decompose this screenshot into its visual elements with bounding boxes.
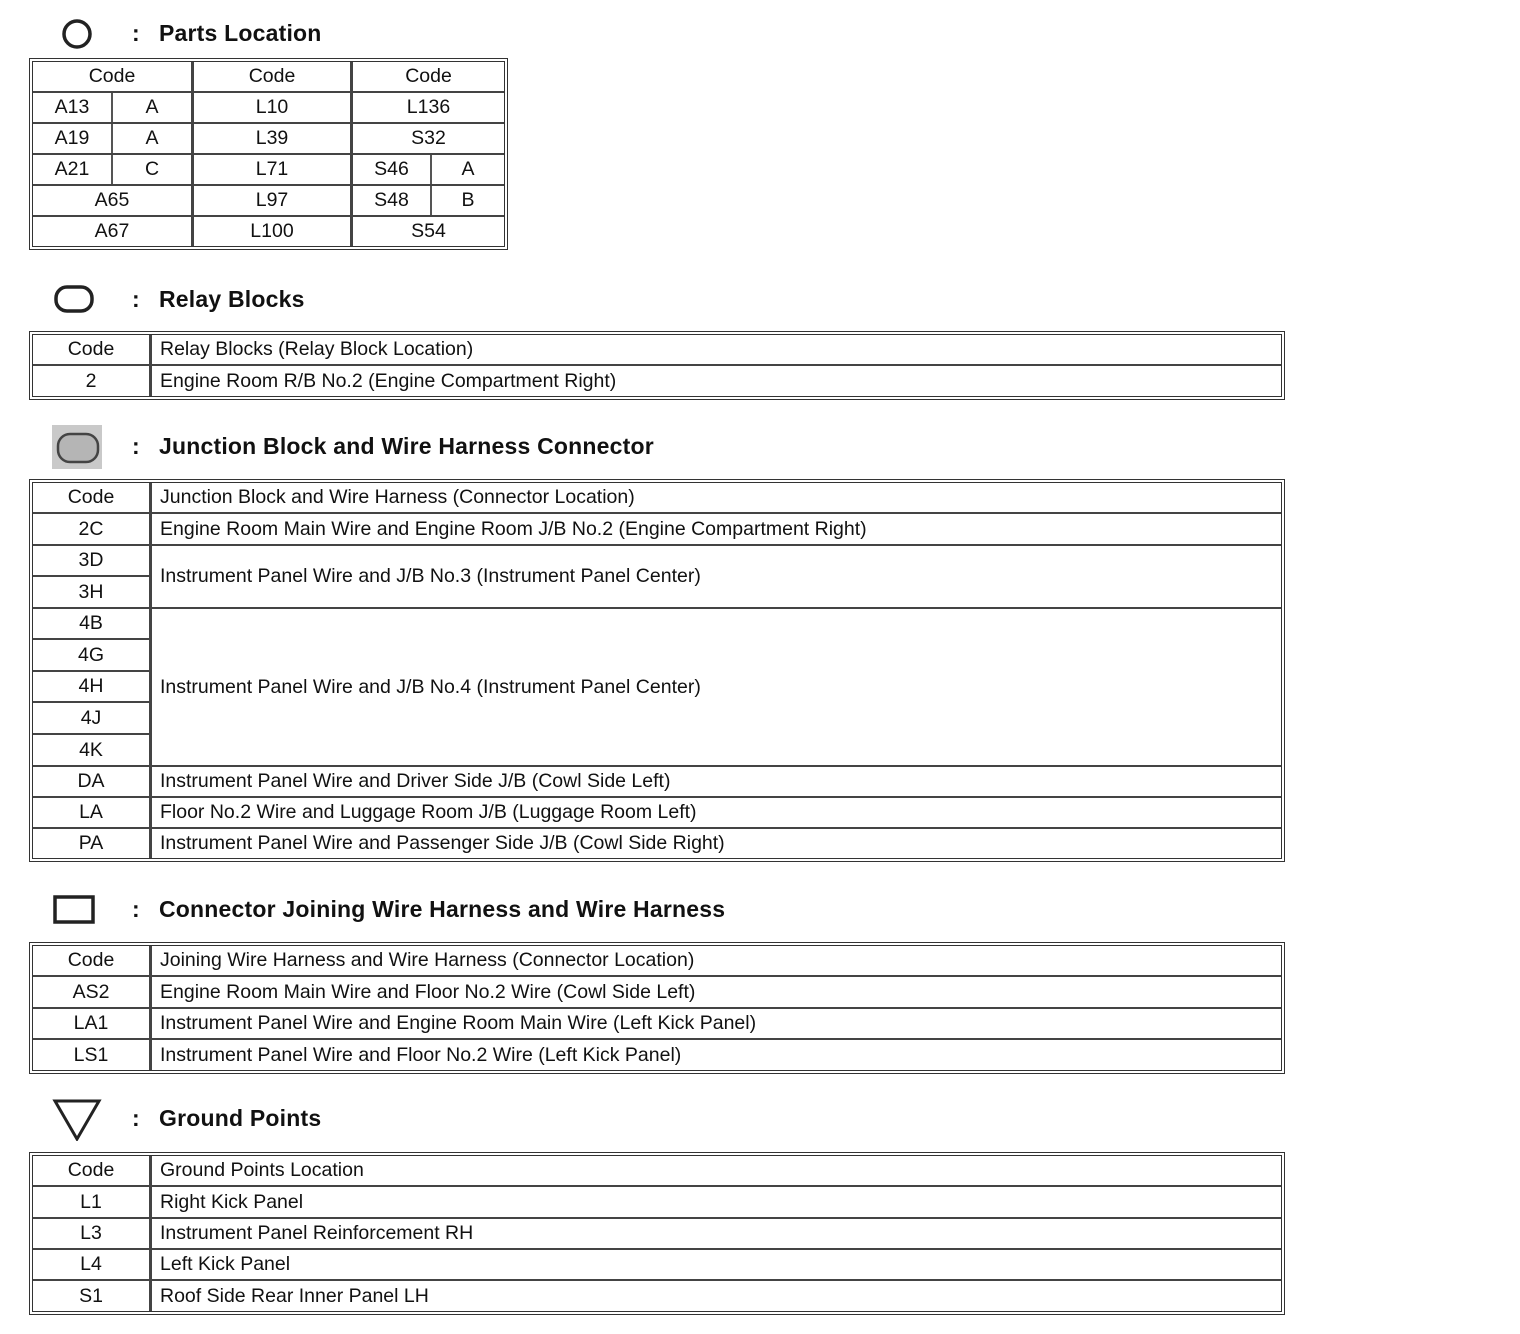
header-code: Code — [67, 949, 115, 971]
table-header-row — [33, 1156, 1281, 1187]
table-row-group — [33, 609, 1281, 767]
connector-table — [29, 942, 1285, 1074]
location-cell: Engine Room Main Wire and Floor No.2 Wire (Cowl Side Left) — [160, 980, 696, 1003]
table-row — [33, 1187, 1281, 1219]
section-title: Relay Blocks — [159, 286, 305, 312]
code-cell: A65 — [94, 189, 130, 211]
table-row — [33, 514, 1281, 546]
location-cell: Instrument Panel Reinforcement RH — [160, 1222, 474, 1244]
location-cell: Floor No.2 Wire and Luggage Room J/B (Luggage Room Left) — [160, 801, 697, 823]
code-cell: S46 — [374, 158, 409, 180]
table-row — [33, 798, 1281, 829]
rounded-rect-icon — [50, 278, 102, 322]
heading-colon: : — [132, 20, 140, 46]
table-row — [33, 93, 504, 124]
table-row — [33, 1040, 1281, 1070]
section-title: Parts Location — [159, 20, 322, 46]
header-code: Code — [405, 65, 452, 87]
code-cell: LS1 — [73, 1043, 109, 1066]
parts-location-table — [29, 58, 508, 250]
location-cell: Instrument Panel Wire and Floor No.2 Wire (Left Kick Panel) — [160, 1043, 682, 1066]
code-cell: L100 — [250, 220, 294, 242]
code-cell: 3D — [33, 546, 149, 577]
shaded-rounded-rect-icon — [50, 425, 102, 469]
circle-icon — [50, 12, 102, 56]
table-row — [33, 977, 1281, 1009]
header-code: Code — [67, 486, 115, 508]
code-cell: L1 — [80, 1190, 102, 1213]
header-location: Joining Wire Harness and Wire Harness (Connector Location) — [160, 949, 695, 971]
table-row — [33, 767, 1281, 798]
location-cell: Left Kick Panel — [160, 1253, 291, 1275]
header-location: Ground Points Location — [160, 1159, 364, 1181]
relay-blocks-heading — [50, 278, 950, 322]
code-cell: 4K — [79, 738, 103, 761]
location-cell: Engine Room R/B No.2 (Engine Compartment Right) — [160, 369, 617, 392]
location-cell: Right Kick Panel — [160, 1190, 304, 1213]
heading-colon: : — [132, 896, 140, 922]
location-letter: A — [145, 96, 159, 118]
table-header-row — [33, 483, 1281, 514]
code-cell: L10 — [255, 96, 289, 118]
code-cell: AS2 — [72, 980, 110, 1003]
junction-block-table — [29, 479, 1285, 862]
table-row — [33, 186, 504, 217]
junction-block-heading — [50, 425, 950, 469]
code-cell: 2C — [78, 517, 104, 540]
location-cell: Instrument Panel Wire and Engine Room Main Wire (Left Kick Panel) — [160, 1012, 757, 1034]
code-cell: 4J — [33, 703, 149, 735]
ground-points-heading — [50, 1097, 950, 1141]
code-cell: A19 — [54, 127, 90, 149]
location-cell: Roof Side Rear Inner Panel LH — [160, 1284, 429, 1307]
location-cell: Instrument Panel Wire and J/B No.4 (Instrument Panel Center) — [160, 675, 701, 698]
table-row — [33, 1250, 1281, 1281]
section-title: Connector Joining Wire Harness and Wire Harness — [159, 896, 726, 922]
location-letter: C — [144, 158, 160, 180]
code-cell: L4 — [80, 1253, 102, 1275]
code-cell: L71 — [255, 158, 289, 180]
code-cell: A67 — [94, 220, 130, 242]
location-cell: Instrument Panel Wire and Driver Side J/B (Cowl Side Left) — [160, 770, 671, 792]
location-letter: A — [145, 127, 159, 149]
table-row — [33, 217, 504, 246]
table-row — [33, 829, 1281, 858]
table-header-row — [33, 335, 1281, 366]
table-row — [33, 1009, 1281, 1040]
header-location: Relay Blocks (Relay Block Location) — [160, 338, 474, 360]
table-row — [33, 155, 504, 186]
code-cell: 2 — [85, 369, 97, 392]
code-cell: DA — [77, 770, 105, 792]
code-cell: L3 — [80, 1222, 102, 1244]
triangle-down-icon — [50, 1097, 102, 1141]
code-cell: 4G — [33, 640, 149, 672]
code-cell: L39 — [255, 127, 289, 149]
table-header-row — [33, 62, 504, 93]
table-header-row — [33, 946, 1281, 977]
location-cell: Engine Room Main Wire and Engine Room J/B No.2 (Engine Compartment Right) — [160, 517, 867, 540]
code-cell: L97 — [255, 189, 289, 211]
location-letter: B — [461, 189, 475, 211]
location-cell: Instrument Panel Wire and Passenger Side J/B (Cowl Side Right) — [160, 832, 725, 854]
table-row-group — [33, 546, 1281, 609]
code-cell: 4H — [33, 672, 149, 703]
parts-location-heading — [50, 12, 950, 56]
relay-blocks-table — [29, 331, 1285, 400]
section-title: Ground Points — [159, 1105, 322, 1131]
table-row — [33, 1219, 1281, 1250]
heading-colon: : — [132, 433, 140, 459]
ground-points-table — [29, 1152, 1285, 1315]
section-title: Junction Block and Wire Harness Connector — [159, 433, 654, 459]
table-row — [33, 366, 1281, 396]
code-cell: S32 — [411, 127, 446, 149]
location-cell: Instrument Panel Wire and J/B No.3 (Instrument Panel Center) — [160, 565, 701, 587]
header-location: Junction Block and Wire Harness (Connector Location) — [160, 486, 635, 508]
code-cell: 3H — [78, 580, 104, 603]
table-row — [33, 124, 504, 155]
connector-heading — [50, 888, 950, 932]
heading-colon: : — [132, 1105, 140, 1131]
code-cell: S48 — [374, 189, 409, 211]
header-code: Code — [67, 1159, 115, 1181]
code-cell: LA — [79, 801, 103, 823]
header-code: Code — [248, 65, 296, 87]
code-cell: A13 — [54, 96, 90, 118]
heading-colon: : — [132, 286, 140, 312]
rectangle-icon — [50, 888, 102, 932]
code-cell: PA — [78, 832, 104, 854]
code-cell: LA1 — [73, 1012, 109, 1034]
code-cell: S1 — [79, 1284, 103, 1307]
code-cell: S54 — [411, 220, 446, 242]
table-row — [33, 1281, 1281, 1311]
code-cell: A21 — [54, 158, 90, 180]
code-cell: L136 — [406, 96, 451, 118]
header-code: Code — [67, 338, 115, 360]
location-letter: A — [461, 158, 475, 180]
code-cell: 4B — [33, 609, 149, 640]
header-code: Code — [88, 65, 136, 87]
